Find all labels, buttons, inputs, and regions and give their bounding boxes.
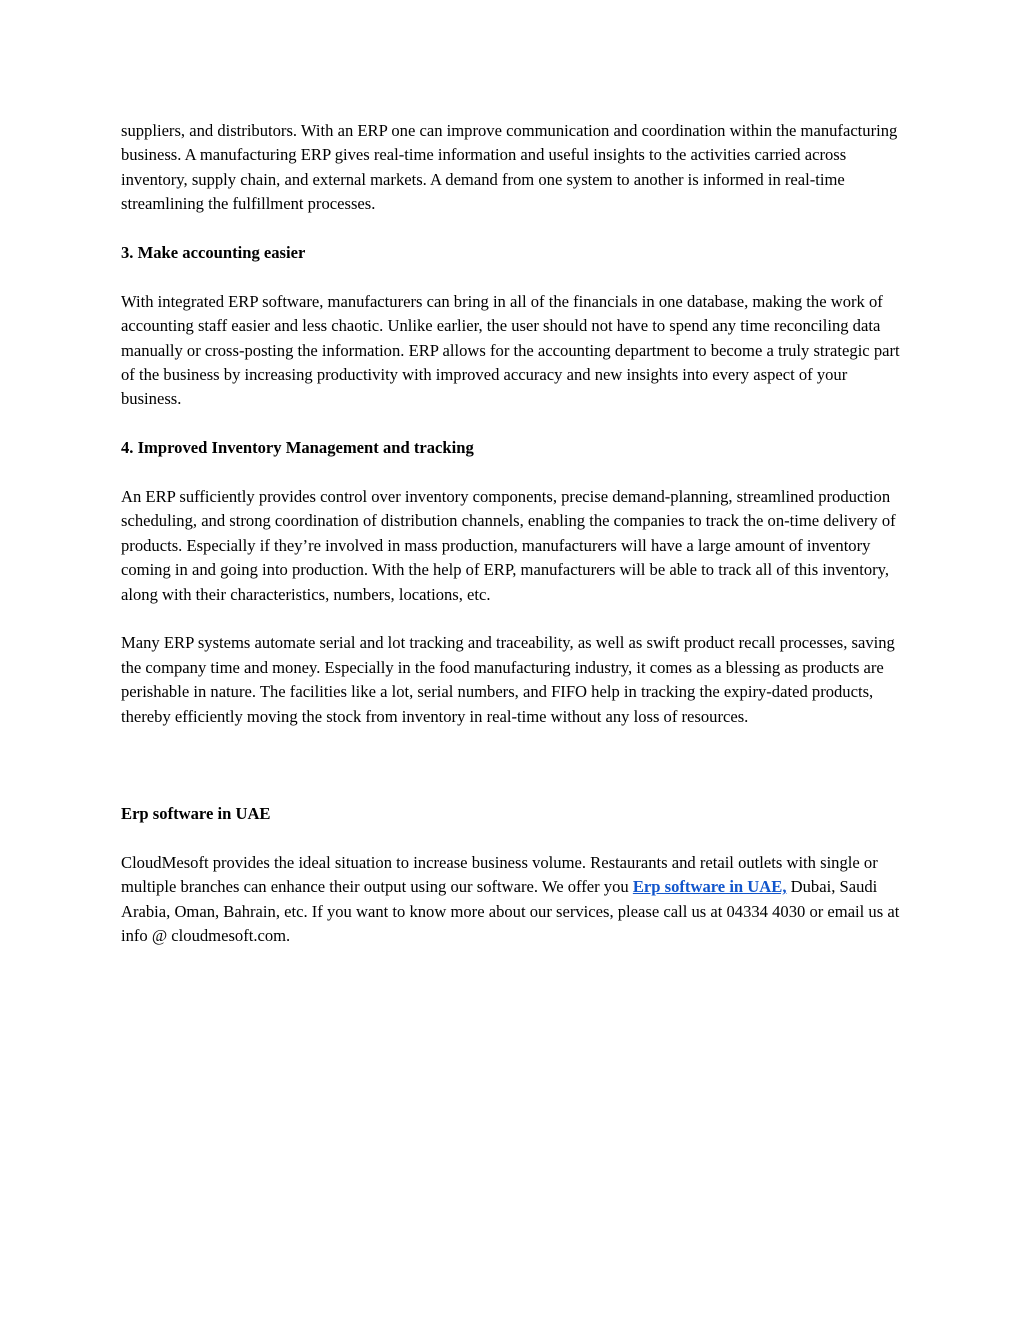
accounting-paragraph: With integrated ERP software, manufacturers can bring in all of the financials in one database, making the work of accounting staff easier and less chaotic. Unlike earlier, the user should not have to spend any time reconciling data manually or cross-posting the information. ERP allows for the accounting department to become a truly strategic part of the business by increasing productivity with improved accuracy and new insights into every aspect of your business. <box>121 291 900 409</box>
cloudmesoft-text-after: Dubai, Saudi Arabia, Oman, Bahrain, etc. If you want to know more about our services, please call us at 04334 4030 or email us at info @ cloudmesoft.com. <box>121 877 900 946</box>
heading-inventory-management: 4. Improved Inventory Management and tracking <box>121 438 474 458</box>
intro-paragraph: suppliers, and distributors. With an ERP one can improve communication and coordination within the manufacturing business. A manufacturing ERP gives real-time information and useful insights to the activities carried across inventory, supply chain, and external markets. A demand from one system to another is informed in real-time streamlining the fulfillment processes. <box>121 121 898 214</box>
erp-software-uae-link[interactable]: Erp software in UAE, <box>632 877 787 897</box>
inventory-paragraph: An ERP sufficiently provides control over inventory components, precise demand-planning, streamlined production scheduling, and strong coordination of distribution channels, enabling the companies to track the on-time delivery of products. Especially if they’re involved in mass production, manufacturers will have a large amount of inventory coming in and going into production. With the help of ERP, manufacturers will be able to track all of this inventory, along with their characteristics, numbers, locations, etc. <box>121 487 896 604</box>
tracking-paragraph: Many ERP systems automate serial and lot tracking and traceability, as well as swift product recall processes, saving the company time and money. Especially in the food manufacturing industry, it comes as a blessing as products are perishable in nature. The facilities like a lot, serial numbers, and FIFO help in tracking the expiry-dated products, thereby efficiently moving the stock from inventory in real-time without any loss of resources. <box>121 633 895 726</box>
cloudmesoft-text-before: CloudMesoft provides the ideal situation to increase business volume. Restaurants and retail outlets with single or multiple branches can enhance their output using our software. We offer you <box>121 853 878 897</box>
heading-erp-software-uae: Erp software in UAE <box>121 804 271 824</box>
cloudmesoft-paragraph <box>121 851 911 949</box>
blank-space <box>121 753 911 802</box>
heading-make-accounting-easier: 3. Make accounting easier <box>121 243 306 263</box>
document-body <box>121 119 911 973</box>
